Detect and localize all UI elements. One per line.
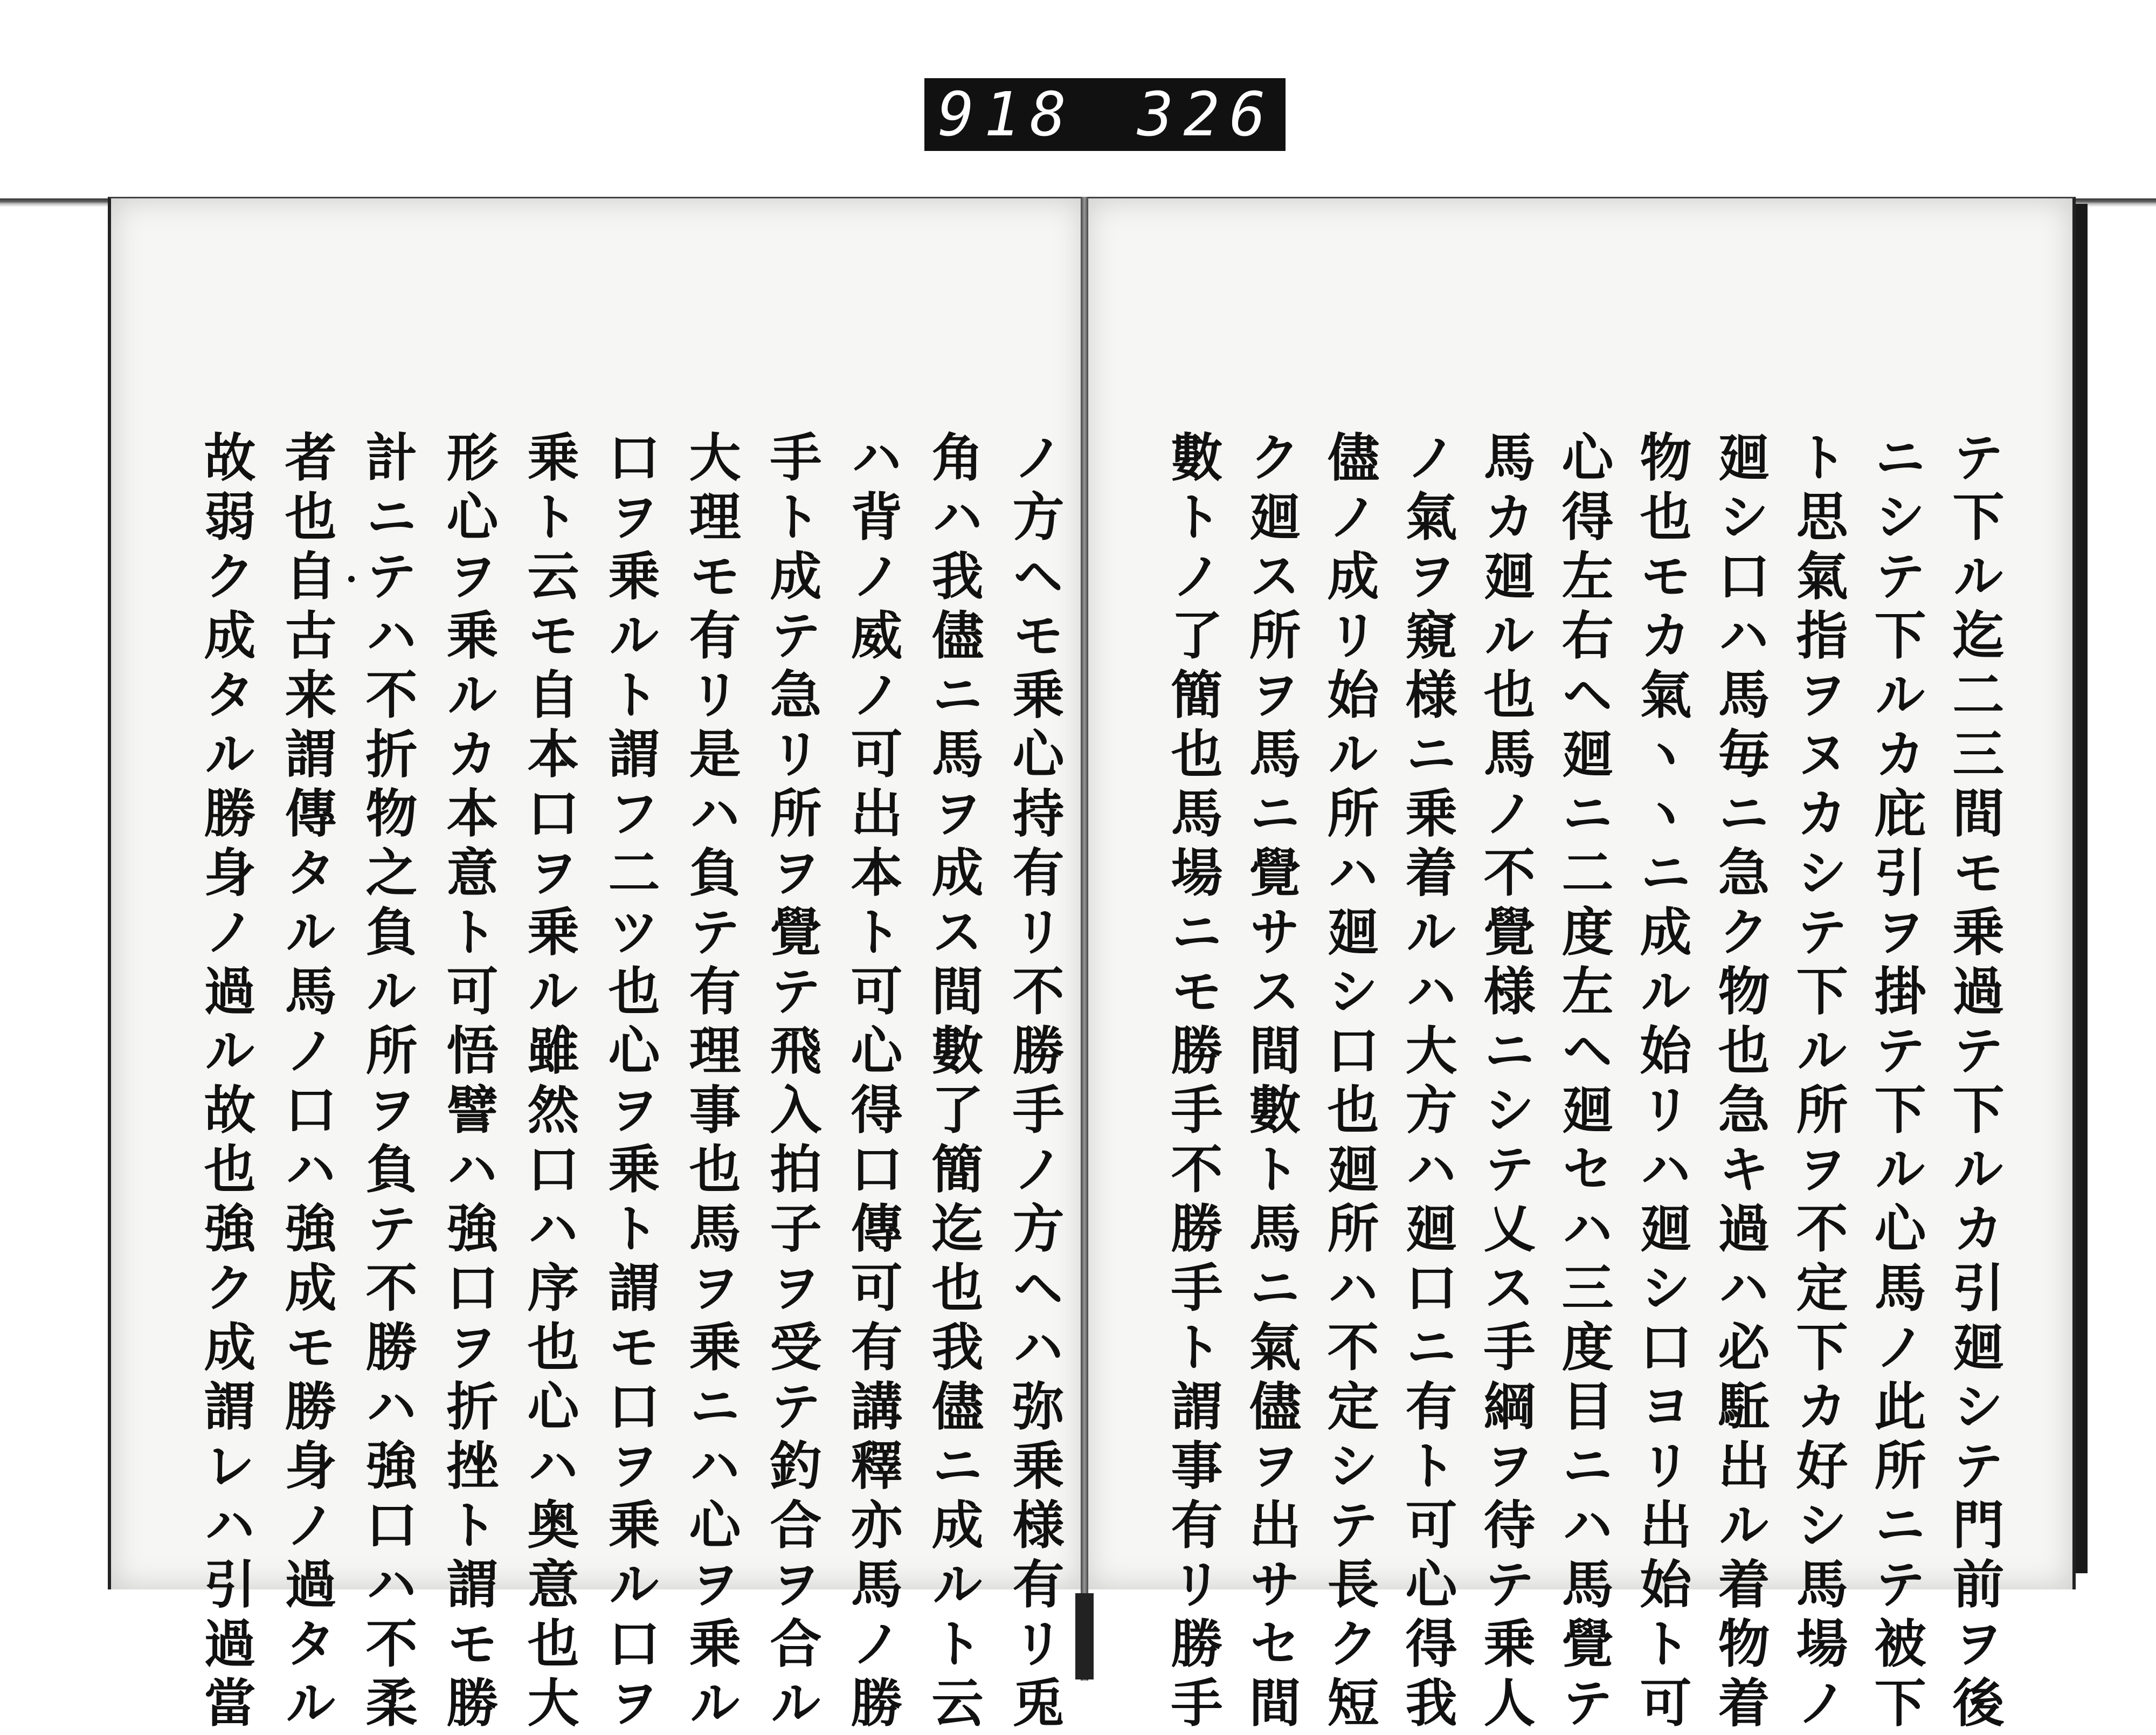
right-col-3: ト思氣指ヲヌカシテ下ル所ヲ不定下カ好シ馬場ノ xyxy=(1788,430,1849,1735)
catalog-number-right: 326. xyxy=(1137,79,1322,150)
right-col-1: テ下ル迄二三間モ乗過テ下ルカ引廻シテ門前ヲ後 xyxy=(1944,430,2005,1735)
left-col-6: 口ヲ乗ルト謂フ二ツ也心ヲ乗ト謂モ口ヲ乗ル口ヲ xyxy=(600,430,661,1735)
left-col-3: ハ背ノ威ノ可出本ト可心得口傳可有講釋亦馬ノ勝 xyxy=(842,430,903,1735)
spine-foot xyxy=(1075,1593,1094,1679)
right-col-9: 儘ノ成リ始ル所ハ廻シ口也廻所ハ不定シテ長ク短 xyxy=(1319,430,1380,1735)
left-col-5: 大理モ有リ是ハ負テ有理事也馬ヲ乗ニハ心ヲ乗ル xyxy=(681,430,742,1735)
left-col-10: 者也自古来謂傳タル馬ノ口ハ強成モ勝身ノ過タル xyxy=(277,430,337,1735)
right-col-7: 馬カ廻ル也馬ノ不覺様ニシテ乂ス手綱ヲ待テ乗人 xyxy=(1475,430,1536,1735)
right-col-2: ニシテ下ルカ庇引ヲ掛テ下ル心馬ノ此所ニテ被下 xyxy=(1866,430,1927,1735)
open-book xyxy=(94,197,2110,1735)
right-page xyxy=(1086,197,2076,1735)
catalog-number-left: 918 xyxy=(938,79,1076,150)
right-col-5: 物也モカ氣ヽヽニ成ル始リハ廻シ口ヨリ出始ト可 xyxy=(1632,430,1692,1735)
page-edge xyxy=(2076,204,2088,1573)
left-col-1: ノ方ヘモ乗心持有リ不勝手ノ方ヘハ弥乗様有リ兎 xyxy=(1004,430,1065,1735)
left-col-4: 手ト成テ急リ所ヲ覺テ飛入拍子ヲ受テ釣合ヲ合ル xyxy=(762,430,823,1735)
right-col-6: 心得左右ヘ廻ニ二度左ヘ廻セハ三度目ニハ馬覺テ xyxy=(1553,430,1614,1735)
catalog-label xyxy=(924,78,1322,151)
right-col-8: ノ氣ヲ窺様ニ乗着ルハ大方ハ廻口ニ有ト可心得我 xyxy=(1397,430,1458,1735)
left-col-8: 形心ヲ乗ルカ本意ト可悟譬ハ強口ヲ折挫ト謂モ勝 xyxy=(438,430,499,1735)
left-col-11: 故弱ク成タル勝身ノ過ル故也強ク成謂レハ引過當 xyxy=(196,430,257,1735)
margin-dot xyxy=(348,576,355,582)
right-col-10: ク廻ス所ヲ馬ニ覺サス間數ト馬ニ氣儘ヲ出サセ間 xyxy=(1241,430,1302,1735)
left-col-7: 乗ト云モ自本口ヲ乗ル雖然口ハ序也心ハ奥意也大 xyxy=(519,430,580,1735)
right-col-4: 廻シ口ハ馬毎ニ急ク物也急キ過ハ必駈出ル着物着 xyxy=(1710,430,1771,1735)
book-gutter xyxy=(1081,197,1088,1681)
left-page xyxy=(108,197,1084,1735)
left-col-9: 計ニテハ不折物之負ル所ヲ負テ不勝ハ強口ハ不柔 xyxy=(357,430,418,1735)
left-col-2: 角ハ我儘ニ馬ヲ成ス間數了簡迄也我儘ニ成ルト云 xyxy=(923,430,984,1735)
right-col-11: 數トノ了簡也馬場ニモ勝手不勝手ト謂事有リ勝手 xyxy=(1163,430,1224,1735)
